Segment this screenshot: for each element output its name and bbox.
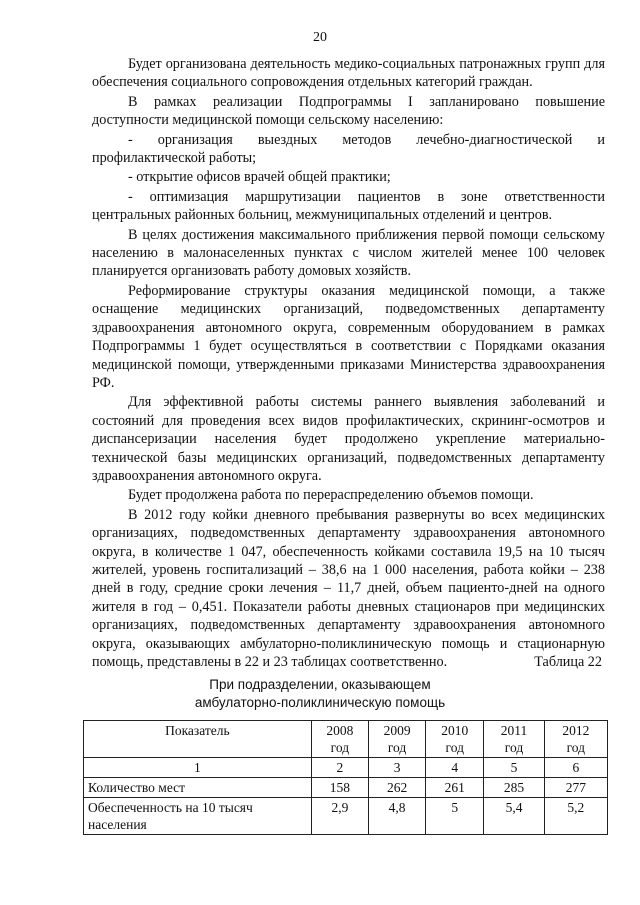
table-cell: 262 — [368, 778, 425, 798]
paragraph: Будет продолжена работа по перераспределению объемов помощи. — [128, 487, 534, 504]
header-year: 2011 год — [484, 721, 544, 758]
column-number: 6 — [544, 758, 607, 778]
header-indicator: Показатель — [84, 721, 312, 758]
table-caption: Таблица 22 — [534, 654, 602, 670]
table-title-line-1: При подразделении, оказывающем — [209, 677, 431, 692]
list-item: - оптимизация маршрутизации пациентов в зоне ответственности центральных районных больниц, межмуниципальных отделений и центров. — [92, 188, 605, 224]
paragraph: В 2012 году койки дневного пребывания развернуты во всех медицинских организациях, подведомственных департаменту здравоохранения автономного округа, в количестве 1 047, обеспеченность койками составила 19,5 на 10 тысяч жителей, уровень госпитализаций – 38,6 на 1 000 населения, работа койки – 238 дней в году, средние сроки лечения – 11,7 дней, объем пациенто-дней на одного жителя в год – 0,451. Показатели работы дневных стационаров при медицинских организациях, подведомственных департаменту здравоохранения автономного округа, оказывающих амбулаторно-поликлиническую помощь и стационарную помощь, представлены в 22 и 23 таблицах соответственно. — [92, 506, 605, 670]
table-header-row — [84, 721, 608, 758]
table-row — [84, 778, 608, 798]
table-title-line-2: амбулаторно-поликлиническую помощь — [194, 695, 446, 710]
paragraph: Будет организована деятельность медико-социальных патронажных групп для обеспечения социального сопровождения отдельных категорий граждан. — [92, 56, 605, 91]
table-cell: 285 — [484, 778, 544, 798]
column-number-row — [84, 758, 608, 778]
table-cell: 5 — [426, 798, 484, 835]
table-cell: 5,4 — [484, 798, 544, 835]
header-year: 2012 год — [544, 721, 607, 758]
column-number: 2 — [311, 758, 368, 778]
paragraph: Для эффективной работы системы раннего выявления заболеваний и состояний для проведения всех видов профилактических, скрининг-осмотров и диспансеризации населения будет продолжено укрепление материально-технической базы медицинских организаций, подведомственных департаменту здравоохранения автономного округа. — [92, 394, 605, 484]
column-number: 1 — [84, 758, 312, 778]
header-year: 2009 год — [368, 721, 425, 758]
table-cell: 261 — [426, 778, 484, 798]
header-year: 2010 год — [426, 721, 484, 758]
paragraph: Реформирование структуры оказания медицинской помощи, а также оснащение медицинских организаций, подведомственных департаменту здравоохранения автономного округа, современным оборудованием в рамках Подпрограммы 1 будет осуществляться в соответствии с Порядками оказания медицинской помощи, утвержденными приказами Министерства здравоохранения РФ. — [92, 282, 605, 391]
page-number: 20 — [313, 30, 327, 45]
table-cell: 5,2 — [544, 798, 607, 835]
data-table — [83, 720, 608, 835]
table-row — [84, 798, 608, 835]
body-text — [92, 55, 605, 672]
column-number: 5 — [484, 758, 544, 778]
table-cell: 277 — [544, 778, 607, 798]
list-item: - организация выездных методов лечебно-диагностической и профилактической работы; — [92, 131, 605, 167]
paragraph: В целях достижения максимального приближения первой помощи сельскому населению в малонаселенных пунктах с числом жителей менее 100 человек планируется организовать работу домовых хозяйств. — [92, 226, 605, 280]
table-cell: 4,8 — [368, 798, 425, 835]
table-cell: 158 — [311, 778, 368, 798]
paragraph: В рамках реализации Подпрограммы I запланировано повышение доступности медицинской помощи сельскому населению: — [92, 93, 605, 129]
column-number: 4 — [426, 758, 484, 778]
row-label: Количество мест — [84, 778, 312, 798]
header-year: 2008 год — [311, 721, 368, 758]
row-label: Обеспеченность на 10 тысяч населения — [84, 798, 312, 835]
column-number: 3 — [368, 758, 425, 778]
table-cell: 2,9 — [311, 798, 368, 835]
list-item: - открытие офисов врачей общей практики; — [128, 169, 391, 186]
